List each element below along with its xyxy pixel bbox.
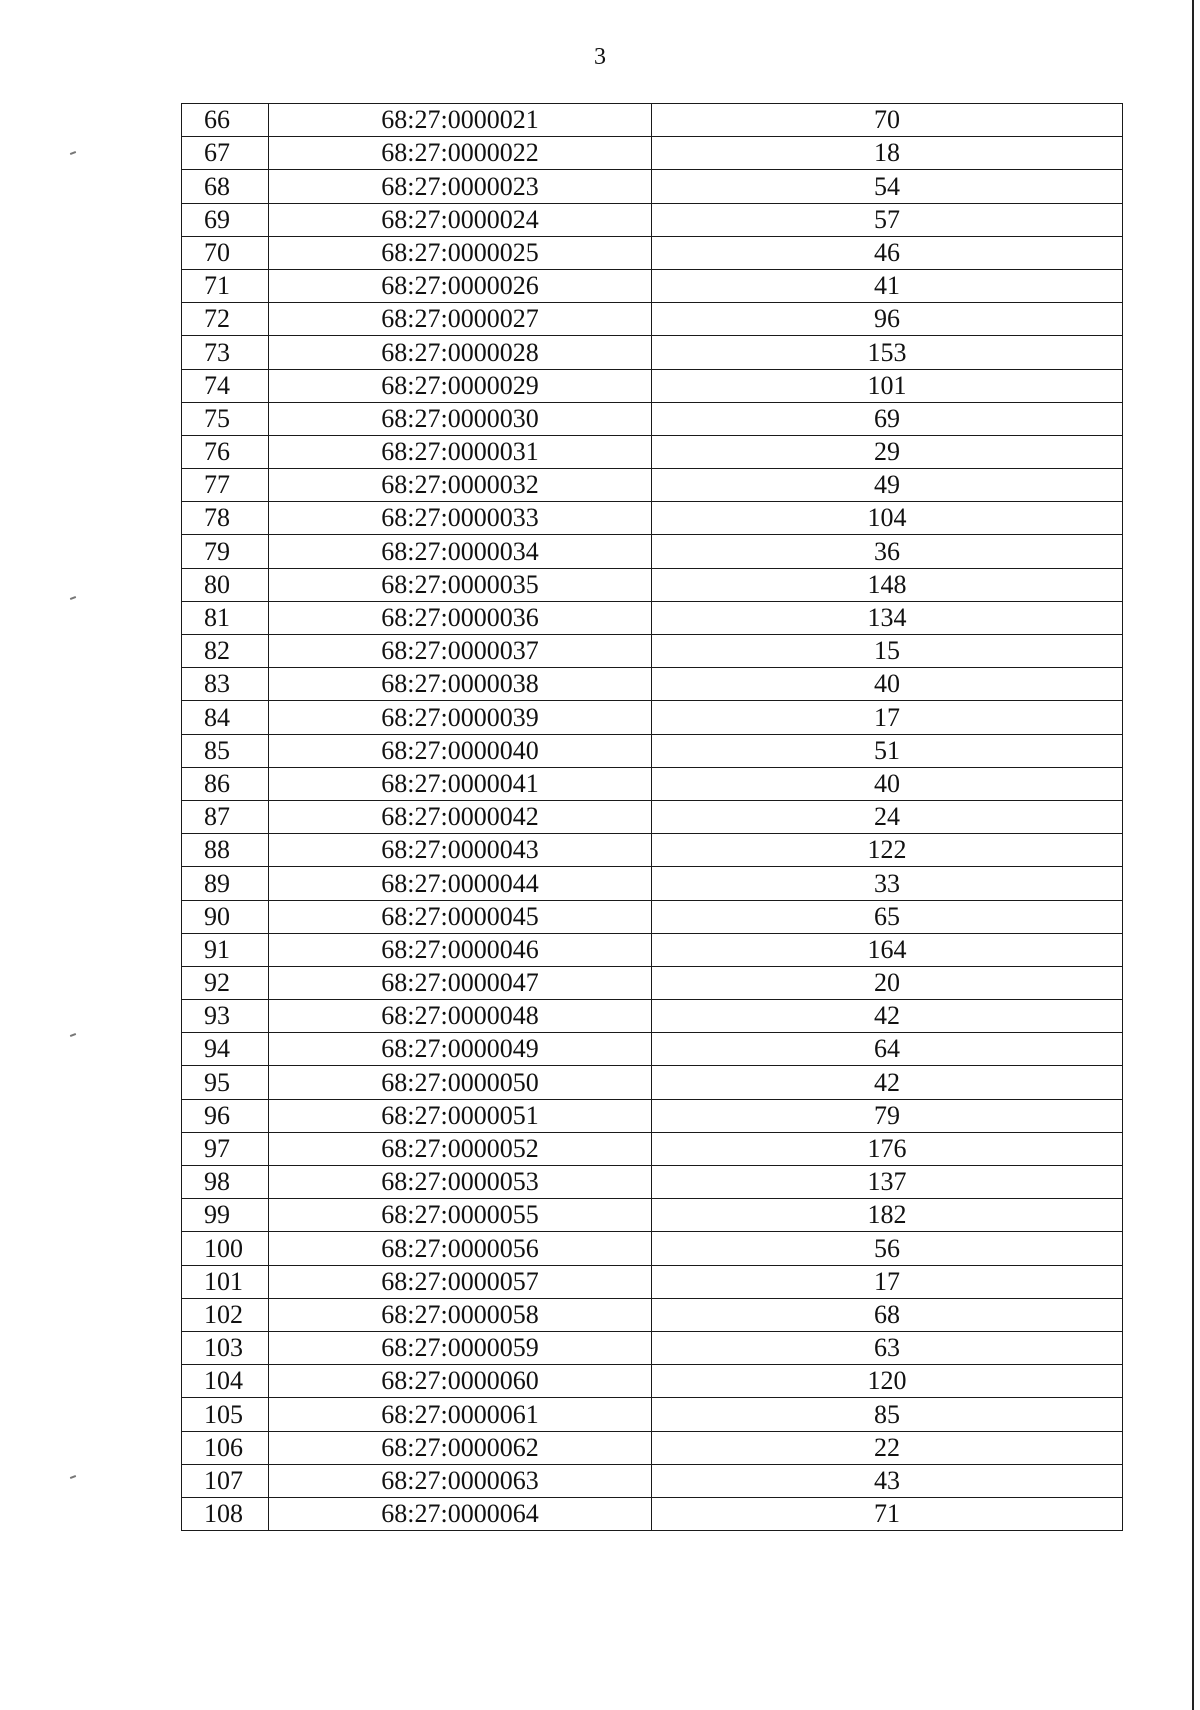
table-row <box>182 435 1123 468</box>
row-number-cell: 91 <box>182 933 269 966</box>
row-number-cell: 107 <box>182 1464 269 1497</box>
value-cell: 54 <box>652 170 1123 203</box>
cadastral-code-cell: 68:27:0000027 <box>269 303 652 336</box>
value-cell: 15 <box>652 635 1123 668</box>
value-cell: 104 <box>652 502 1123 535</box>
value-cell: 57 <box>652 203 1123 236</box>
cadastral-code-cell: 68:27:0000064 <box>269 1497 652 1530</box>
row-number-cell: 95 <box>182 1066 269 1099</box>
cadastral-code-cell: 68:27:0000061 <box>269 1398 652 1431</box>
table-row <box>182 601 1123 634</box>
row-number-cell: 78 <box>182 502 269 535</box>
value-cell: 182 <box>652 1199 1123 1232</box>
table-row <box>182 1398 1123 1431</box>
cadastral-code-cell: 68:27:0000024 <box>269 203 652 236</box>
row-number-cell: 82 <box>182 635 269 668</box>
value-cell: 36 <box>652 535 1123 568</box>
value-cell: 71 <box>652 1497 1123 1530</box>
table-row <box>182 900 1123 933</box>
row-number-cell: 85 <box>182 734 269 767</box>
row-number-cell: 92 <box>182 966 269 999</box>
value-cell: 41 <box>652 269 1123 302</box>
table-row <box>182 867 1123 900</box>
table-row <box>182 767 1123 800</box>
value-cell: 120 <box>652 1365 1123 1398</box>
value-cell: 65 <box>652 900 1123 933</box>
table-row <box>182 336 1123 369</box>
cadastral-code-cell: 68:27:0000048 <box>269 1000 652 1033</box>
cadastral-code-cell: 68:27:0000059 <box>269 1331 652 1364</box>
cadastral-code-cell: 68:27:0000052 <box>269 1132 652 1165</box>
row-number-cell: 103 <box>182 1331 269 1364</box>
value-cell: 33 <box>652 867 1123 900</box>
row-number-cell: 72 <box>182 303 269 336</box>
value-cell: 134 <box>652 601 1123 634</box>
cadastral-code-cell: 68:27:0000058 <box>269 1298 652 1331</box>
table-row <box>182 635 1123 668</box>
value-cell: 22 <box>652 1431 1123 1464</box>
cadastral-code-cell: 68:27:0000034 <box>269 535 652 568</box>
cadastral-code-cell: 68:27:0000050 <box>269 1066 652 1099</box>
row-number-cell: 101 <box>182 1265 269 1298</box>
cadastral-code-cell: 68:27:0000063 <box>269 1464 652 1497</box>
value-cell: 40 <box>652 668 1123 701</box>
value-cell: 51 <box>652 734 1123 767</box>
scan-mark <box>70 1033 76 1037</box>
scan-mark <box>70 1475 76 1479</box>
row-number-cell: 88 <box>182 834 269 867</box>
table-row <box>182 269 1123 302</box>
row-number-cell: 84 <box>182 701 269 734</box>
scan-mark <box>70 151 76 155</box>
value-cell: 137 <box>652 1166 1123 1199</box>
cadastral-code-cell: 68:27:0000035 <box>269 568 652 601</box>
value-cell: 64 <box>652 1033 1123 1066</box>
row-number-cell: 75 <box>182 402 269 435</box>
table-row <box>182 1265 1123 1298</box>
cadastral-code-cell: 68:27:0000040 <box>269 734 652 767</box>
row-number-cell: 83 <box>182 668 269 701</box>
row-number-cell: 89 <box>182 867 269 900</box>
row-number-cell: 67 <box>182 137 269 170</box>
cadastral-code-cell: 68:27:0000036 <box>269 601 652 634</box>
table-row <box>182 933 1123 966</box>
cadastral-code-cell: 68:27:0000039 <box>269 701 652 734</box>
table-row <box>182 104 1123 137</box>
page-number: 3 <box>594 44 606 70</box>
cadastral-code-cell: 68:27:0000037 <box>269 635 652 668</box>
row-number-cell: 77 <box>182 469 269 502</box>
table-row <box>182 535 1123 568</box>
cadastral-code-cell: 68:27:0000060 <box>269 1365 652 1398</box>
row-number-cell: 68 <box>182 170 269 203</box>
value-cell: 20 <box>652 966 1123 999</box>
table-row <box>182 1199 1123 1232</box>
cadastral-code-cell: 68:27:0000051 <box>269 1099 652 1132</box>
table-row <box>182 170 1123 203</box>
cadastral-code-cell: 68:27:0000062 <box>269 1431 652 1464</box>
row-number-cell: 105 <box>182 1398 269 1431</box>
row-number-cell: 76 <box>182 435 269 468</box>
cadastral-code-cell: 68:27:0000022 <box>269 137 652 170</box>
value-cell: 43 <box>652 1464 1123 1497</box>
cadastral-code-cell: 68:27:0000044 <box>269 867 652 900</box>
value-cell: 24 <box>652 800 1123 833</box>
cadastral-code-cell: 68:27:0000032 <box>269 469 652 502</box>
row-number-cell: 102 <box>182 1298 269 1331</box>
table-row <box>182 800 1123 833</box>
table-row <box>182 1365 1123 1398</box>
table-row <box>182 1099 1123 1132</box>
table-row <box>182 137 1123 170</box>
cadastral-code-cell: 68:27:0000043 <box>269 834 652 867</box>
table-row <box>182 1132 1123 1165</box>
cadastral-code-cell: 68:27:0000038 <box>269 668 652 701</box>
row-number-cell: 87 <box>182 800 269 833</box>
row-number-cell: 73 <box>182 336 269 369</box>
row-number-cell: 71 <box>182 269 269 302</box>
row-number-cell: 98 <box>182 1166 269 1199</box>
cadastral-code-cell: 68:27:0000041 <box>269 767 652 800</box>
cadastral-code-cell: 68:27:0000053 <box>269 1166 652 1199</box>
row-number-cell: 86 <box>182 767 269 800</box>
scan-mark <box>70 596 76 600</box>
value-cell: 176 <box>652 1132 1123 1165</box>
table-row <box>182 1331 1123 1364</box>
cadastral-code-cell: 68:27:0000031 <box>269 435 652 468</box>
table-row <box>182 1166 1123 1199</box>
table-row <box>182 701 1123 734</box>
value-cell: 164 <box>652 933 1123 966</box>
value-cell: 148 <box>652 568 1123 601</box>
row-number-cell: 108 <box>182 1497 269 1530</box>
cadastral-code-cell: 68:27:0000030 <box>269 402 652 435</box>
value-cell: 79 <box>652 1099 1123 1132</box>
table-row <box>182 1464 1123 1497</box>
scan-right-edge <box>1192 0 1194 1710</box>
value-cell: 17 <box>652 1265 1123 1298</box>
cadastral-code-cell: 68:27:0000026 <box>269 269 652 302</box>
table-row <box>182 402 1123 435</box>
table-row <box>182 568 1123 601</box>
table-row <box>182 203 1123 236</box>
cadastral-code-cell: 68:27:0000047 <box>269 966 652 999</box>
cadastral-code-cell: 68:27:0000057 <box>269 1265 652 1298</box>
cadastral-code-cell: 68:27:0000033 <box>269 502 652 535</box>
value-cell: 96 <box>652 303 1123 336</box>
cadastral-code-cell: 68:27:0000045 <box>269 900 652 933</box>
table-row <box>182 1066 1123 1099</box>
cadastral-code-cell: 68:27:0000046 <box>269 933 652 966</box>
row-number-cell: 80 <box>182 568 269 601</box>
value-cell: 49 <box>652 469 1123 502</box>
table-row <box>182 469 1123 502</box>
row-number-cell: 74 <box>182 369 269 402</box>
table-row <box>182 668 1123 701</box>
cadastral-code-cell: 68:27:0000055 <box>269 1199 652 1232</box>
table-row <box>182 236 1123 269</box>
value-cell: 63 <box>652 1331 1123 1364</box>
cadastral-code-cell: 68:27:0000029 <box>269 369 652 402</box>
value-cell: 29 <box>652 435 1123 468</box>
value-cell: 56 <box>652 1232 1123 1265</box>
row-number-cell: 100 <box>182 1232 269 1265</box>
table-row <box>182 1497 1123 1530</box>
row-number-cell: 96 <box>182 1099 269 1132</box>
cadastral-code-cell: 68:27:0000028 <box>269 336 652 369</box>
value-cell: 101 <box>652 369 1123 402</box>
table-row <box>182 502 1123 535</box>
row-number-cell: 99 <box>182 1199 269 1232</box>
table-row <box>182 1000 1123 1033</box>
value-cell: 18 <box>652 137 1123 170</box>
table-row <box>182 1431 1123 1464</box>
cadastral-code-cell: 68:27:0000023 <box>269 170 652 203</box>
cadastral-code-cell: 68:27:0000049 <box>269 1033 652 1066</box>
row-number-cell: 81 <box>182 601 269 634</box>
row-number-cell: 94 <box>182 1033 269 1066</box>
row-number-cell: 66 <box>182 104 269 137</box>
row-number-cell: 79 <box>182 535 269 568</box>
row-number-cell: 106 <box>182 1431 269 1464</box>
value-cell: 68 <box>652 1298 1123 1331</box>
row-number-cell: 97 <box>182 1132 269 1165</box>
value-cell: 70 <box>652 104 1123 137</box>
row-number-cell: 70 <box>182 236 269 269</box>
cadastral-code-cell: 68:27:0000042 <box>269 800 652 833</box>
table-row <box>182 834 1123 867</box>
table-row <box>182 1033 1123 1066</box>
row-number-cell: 104 <box>182 1365 269 1398</box>
value-cell: 46 <box>652 236 1123 269</box>
cadastral-code-cell: 68:27:0000025 <box>269 236 652 269</box>
value-cell: 122 <box>652 834 1123 867</box>
value-cell: 69 <box>652 402 1123 435</box>
row-number-cell: 90 <box>182 900 269 933</box>
value-cell: 42 <box>652 1000 1123 1033</box>
value-cell: 42 <box>652 1066 1123 1099</box>
table-row <box>182 734 1123 767</box>
data-table <box>181 103 1123 1531</box>
value-cell: 17 <box>652 701 1123 734</box>
table-body <box>182 104 1123 1531</box>
value-cell: 85 <box>652 1398 1123 1431</box>
table-row <box>182 303 1123 336</box>
table-row <box>182 1298 1123 1331</box>
table-row <box>182 1232 1123 1265</box>
cadastral-code-cell: 68:27:0000021 <box>269 104 652 137</box>
row-number-cell: 69 <box>182 203 269 236</box>
row-number-cell: 93 <box>182 1000 269 1033</box>
value-cell: 153 <box>652 336 1123 369</box>
cadastral-code-cell: 68:27:0000056 <box>269 1232 652 1265</box>
table-row <box>182 966 1123 999</box>
table-row <box>182 369 1123 402</box>
value-cell: 40 <box>652 767 1123 800</box>
